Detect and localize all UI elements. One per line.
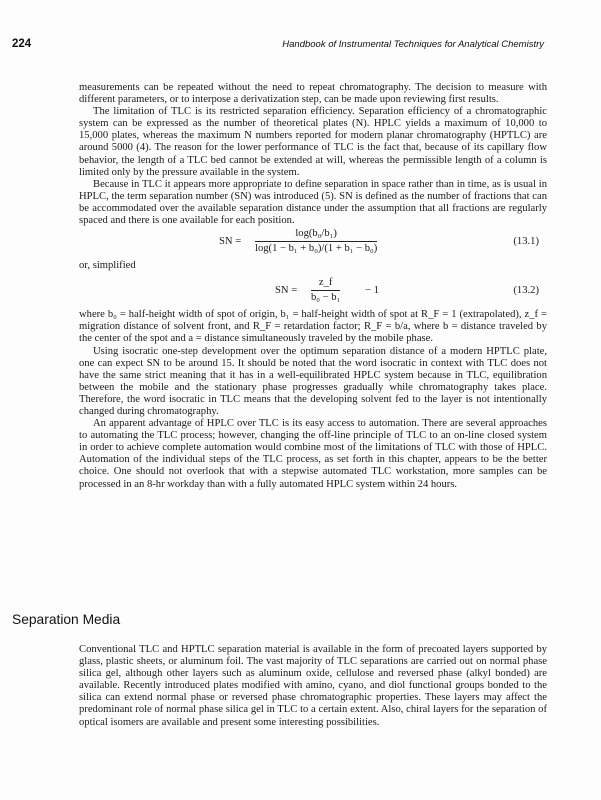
body-text <box>79 82 547 491</box>
page-header <box>12 38 544 54</box>
equation-numerator: z_f <box>311 277 340 291</box>
equation-13-2 <box>79 277 547 309</box>
equation-label: (13.2) <box>513 285 539 297</box>
paragraph: measurements can be repeated without the need to repeat chromatography. The decision to measure with different parameters, or to interpose a derivatization step, can be made upon reviewing first results. <box>79 82 547 106</box>
equation-13-1 <box>79 228 547 260</box>
page-number: 224 <box>12 38 32 50</box>
equation-lhs: SN = <box>219 236 242 248</box>
paragraph: Conventional TLC and HPTLC separation material is available in the form of precoated layers supported by glass, plastic sheets, or aluminum foil. The vast majority of TLC separations are carried out on normal phase silica gel, although other layers such as aluminum oxide, cellulose and reversed phase (alkyl bonded) are available. Recently introduced plates modified with amino, cyano, and diol functional groups bonded to the silica can extend normal phase or reversed phase chromatographic properties. These layers may affect the predominant role of normal phase silica gel in TLC to a certain extent. Also, chiral layers for the separation of optical isomers are available and present some interesting possibilities. <box>79 644 547 728</box>
paragraph: where b₀ = half-height width of spot of origin, b₁ = half-height width of spot at R_F = 1 (extrapolated), z_f = migration distance of solvent front, and R_F = retardation factor; R_F = b/a, where b = distance traveled by the center of the spot and a = distance simultaneously traveled by the mobile phase. <box>79 309 547 345</box>
paragraph: The limitation of TLC is its restricted separation efficiency. Separation efficiency of a chromatographic system can be expressed as the number of theoretical plates (N). HPLC yields a maximum of 10,000 to 15,000 plates, whereas the maximum N numbers reported for modern planar chromatography (HPTLC) are around 5000 (4). The reason for the lower performance of TLC is the fact that, because of its capillary flow behavior, the length of a TLC bed cannot be extended at will, whereas the permissible length of a column is limited only by the pressure available in the system. <box>79 106 547 178</box>
equation-tail: − 1 <box>365 285 379 297</box>
paragraph: An apparent advantage of HPLC over TLC is its easy access to automation. There are several approaches to automating the TLC process; however, changing the off-line principle of TLC to an on-line closed system in order to achieve complete automation would combine most of the limitations of TLC with those of HPLC. Automation of the individual steps of the TLC process, as set forth in this chapter, appears to be the better choice. One should not overlook that with a stepwise automated TLC workstation, more samples can be processed in an 8-hr workday than with a fully automated HPLC system within 24 hours. <box>79 418 547 490</box>
equation-numerator: log(b₀/b₁) <box>255 228 377 242</box>
paragraph: Using isocratic one-step development over the optimum separation distance of a modern HPTLC plate, one can expect SN to be around 15. It should be noted that the word isocratic in context with TLC does not have the same strict meaning that it has in a well-equilibrated HPLC system because in TLC, equilibration between the mobile and the stationary phase progresses gradually while chromatography takes place. Therefore, the word isocratic in TLC means that the developing solvent fed to the layer is not intentionally changed during chromatography. <box>79 345 547 417</box>
equation-fraction <box>255 228 377 255</box>
or-simplified: or, simplified <box>79 260 136 272</box>
equation-lhs: SN = <box>275 285 298 297</box>
section-body <box>79 644 547 729</box>
section-heading: Separation Media <box>12 612 121 627</box>
equation-fraction <box>311 277 340 304</box>
equation-denominator: log(1 − b₁ + b₀)/(1 + b₁ − b₀) <box>255 243 378 255</box>
paragraph: Because in TLC it appears more appropriate to define separation in space rather than in time, as is usual in HPLC, the term separation number (SN) was introduced (5). SN is defined as the number of fractions that can be accommodated over the available separation distance under the assumption that all fractions are regularly spaced and there is one available for each position. <box>79 178 547 227</box>
equation-label: (13.1) <box>513 236 539 248</box>
running-title: Handbook of Instrumental Techniques for Analytical Chemistry <box>282 39 544 50</box>
equation-denominator: b₀ − b₁ <box>311 292 341 304</box>
